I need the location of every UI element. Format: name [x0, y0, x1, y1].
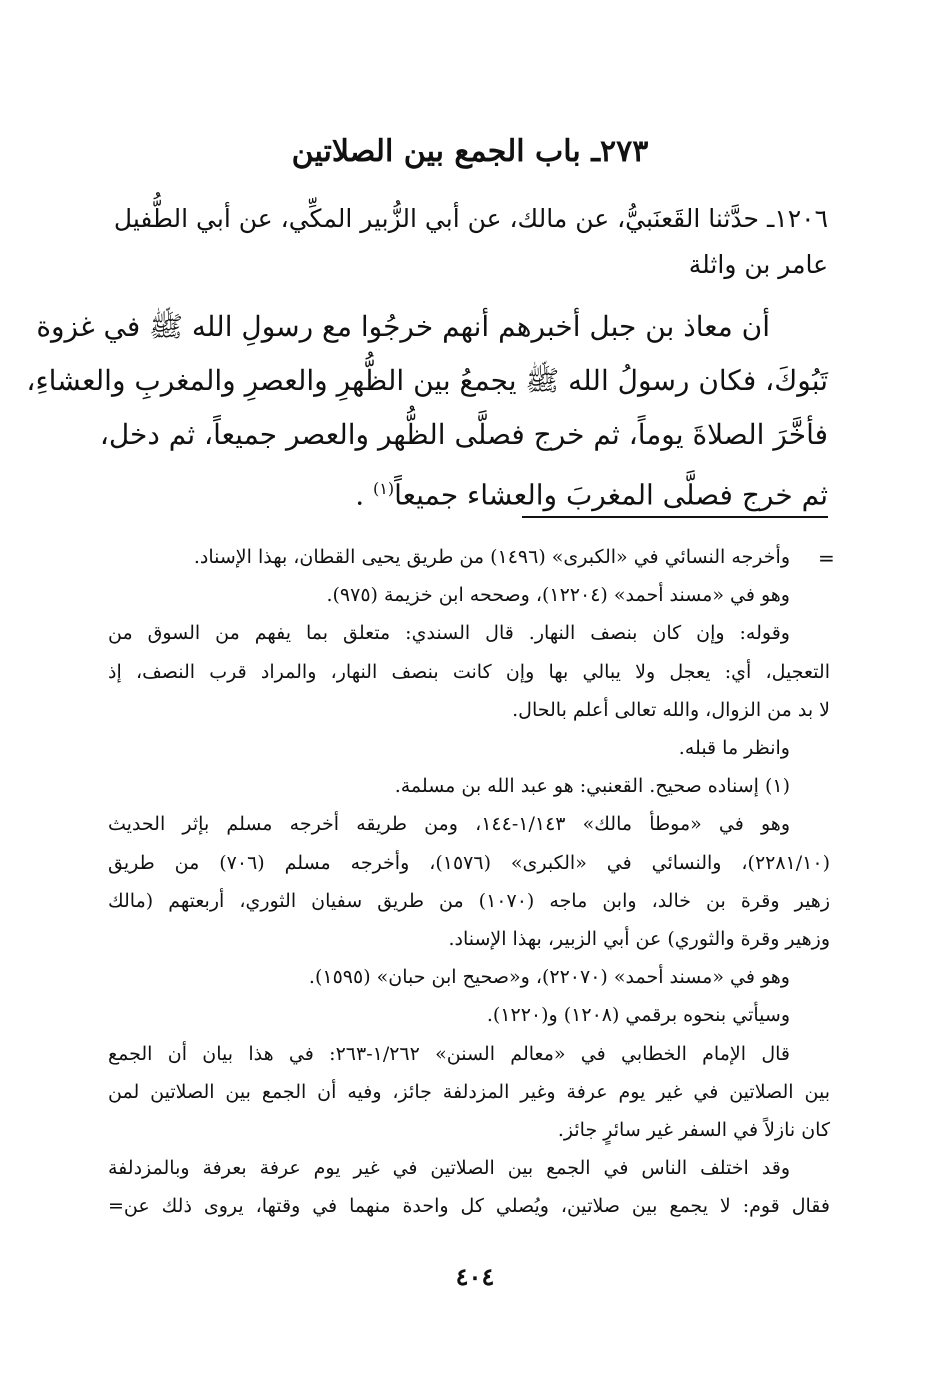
matn-line-last: [108, 462, 828, 522]
footnote-line: وهو في «مسند أحمد» (١٢٢٠٤)، وصححه ابن خزيمة (٩٧٥).: [326, 584, 790, 607]
footnote-line: (٢٢٨١/١٠)، والنسائي في «الكبرى» (١٥٧٦)، وأخرجه مسلم (٧٠٦) من طريق: [108, 851, 830, 874]
footnote-line: قال الإمام الخطابي في «معالم السنن» ١/٢٦٢-٢٦٣: في هذا بيان أن الجمع: [108, 1042, 790, 1065]
matn-line: أن معاذ بن جبل أخبرهم أنهم خرجُوا مع رسولِ الله ﷺ في غزوة: [36, 310, 770, 343]
matn-line-text: ثم خرج فصلَّى المغربَ والعشاء جميعاً: [394, 478, 828, 512]
footnote-line: بين الصلاتين في غير يوم عرفة وغير المزدلفة جائز، وفيه أن الجمع بين الصلاتين لمن: [108, 1080, 830, 1103]
footnote-line: وقوله: وإن كان بنصف النهار. قال السندي: متعلق بما يفهم من السوق من: [108, 622, 790, 645]
footnote-continuation-mark: =: [818, 546, 835, 570]
footnote-line: لا بد من الزوال، والله تعالى أعلم بالحال.: [512, 698, 830, 721]
footnote-line: كان نازلاً في السفر غير سائرٍ جائز.: [557, 1119, 830, 1142]
footnote-line: وقد اختلف الناس في الجمع بين الصلاتين في غير يوم عرفة بعرفة وبالمزدلفة: [108, 1157, 790, 1180]
footnote-line: فقال قوم: لا يجمع بين صلاتين، ويُصلي كل واحدة منهما في وقتها، يروى ذلك عن=: [108, 1195, 830, 1218]
footnotes-section: [108, 538, 830, 1226]
matn-line: تَبُوكَ، فكان رسولُ الله ﷺ يجمعُ بين الظُّهرِ والعصرِ والمغربِ والعشاءِ،: [26, 364, 828, 397]
footnote-line: وسيأتي بنحوه برقمي (١٢٠٨) و(١٢٢٠).: [486, 1004, 790, 1027]
chapter-title: ٢٧٣ـ باب الجمع بين الصلاتين: [291, 134, 649, 169]
footnote-separator: [522, 516, 828, 518]
isnad-line: ١٢٠٦ـ حدَّثنا القَعنَبيُّ، عن مالك، عن أبي الزُّبير المكِّي، عن أبي الطُّفيل: [113, 204, 828, 233]
matn-line: فأخَّرَ الصلاةَ يوماً، ثم خرج فصلَّى الظُّهر والعصر جميعاً، ثم دخل،: [99, 418, 828, 451]
page-number: ٤٠٤: [455, 1262, 495, 1291]
footnote-line: زهير وقرة بن خالد، وابن ماجه (١٠٧٠) من طريق سفيان الثوري، أربعتهم (مالك: [108, 889, 830, 912]
footnote-line: (١) إسناده صحيح. القعنبي: هو عبد الله بن مسلمة.: [394, 775, 790, 798]
hadith-matn: [26, 300, 828, 522]
hadith-isnad: [108, 196, 828, 288]
footnote-line: وهو في «مسند أحمد» (٢٢٠٧٠)، و«صحيح ابن حبان» (١٥٩٥).: [308, 966, 790, 989]
footnote-reference[interactable]: (١): [373, 479, 395, 498]
footnote-line: وزهير وقرة والثوري) عن أبي الزبير، بهذا الإسناد.: [448, 928, 830, 951]
footnote-line: وهو في «موطأ مالك» ١/١٤٣-١٤٤، ومن طريقه أخرجه مسلم بإثر الحديث: [108, 813, 790, 836]
matn-final-period: .: [355, 478, 365, 512]
isnad-line: عامر بن واثلة: [688, 250, 828, 279]
footnote-line: وأخرجه النسائي في «الكبرى» (١٤٩٦) من طريق يحيى القطان، بهذا الإسناد.: [193, 546, 790, 568]
footnote-line: التعجيل، أي: يعجل ولا يبالي بها وإن كانت بنصف النهار، والمراد قرب النصف، إذ: [108, 660, 830, 683]
footnote-line: وانظر ما قبله.: [678, 737, 790, 760]
